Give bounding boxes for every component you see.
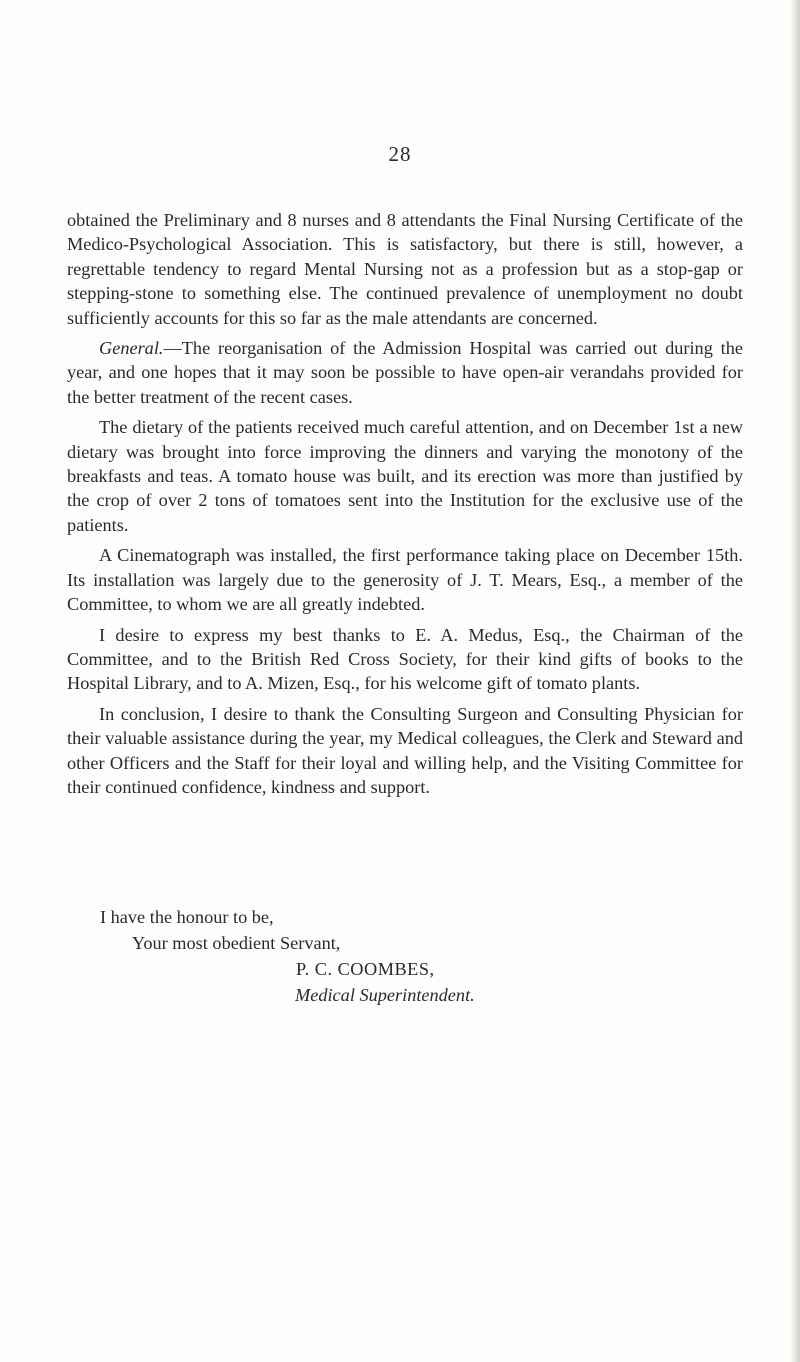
paragraph-text: A Cinematograph was installed, the first performance taking place on December 15th. Its installation was largely due to the generosity of J. T. Mears, Esq., a member of the Committee, to whom we are all greatly indebted. (67, 545, 743, 615)
paragraph-text: obtained the Preliminary and 8 nurses and 8 attendants the Final Nursing Certificate of the Medico-Psychological Association. This is satisfactory, but there is still, however, a regrettable tendency to regard Mental Nursing not as a profession but as a stop-gap or stepping-stone to something else. The continued prevalence of unemployment no doubt sufficiently accounts for this so far as the male attendants are concerned. (67, 210, 743, 328)
paragraph-text: In conclusion, I desire to thank the Consulting Surgeon and Consulting Physician for their valuable assistance during the year, my Medical colleagues, the Clerk and Steward and other Officers and the Staff for their loyal and willing help, and the Visiting Committee for their continued confidence, kindness and support. (67, 703, 743, 797)
section-heading-general: General. (99, 338, 164, 359)
paragraph-thanks (67, 623, 743, 696)
closing-salutation: I have the honour to be, (100, 907, 274, 927)
closing-servant-line: Your most obedient Servant, (132, 933, 341, 953)
paragraph-cinematograph (67, 543, 743, 616)
paragraph-conclusion (67, 702, 743, 800)
signature-title: Medical Superintendent. (295, 985, 475, 1005)
report-body (67, 208, 743, 805)
paragraph-text: —The reorganisation of the Admission Hospital was carried out during the year, and one hopes that it may soon be possible to have open-air verandahs provided for the better treatment of the recent cases. (67, 338, 743, 407)
paragraph-general (67, 336, 743, 409)
paragraph-text: The dietary of the patients received much careful attention, and on December 1st a new dietary was brought into force improving the dinners and varying the monotony of the breakfasts and teas. A tomato house was built, and its erection was more than justified by the crop of over 2 tons of tomatoes sent into the Institution for the exclusive use of the patients. (67, 417, 743, 535)
paragraph-nursing (67, 208, 743, 330)
signature-name: P. C. COOMBES, (296, 959, 435, 979)
page-edge-shadow (790, 0, 800, 1362)
paragraph-text: I desire to express my best thanks to E. A. Medus, Esq., the Chairman of the Committee, and to the British Red Cross Society, for their kind gifts of books to the Hospital Library, and to A. Mizen, Esq., for his welcome gift of tomato plants. (67, 624, 743, 694)
page-number: 28 (388, 142, 412, 166)
paragraph-dietary (67, 415, 743, 537)
